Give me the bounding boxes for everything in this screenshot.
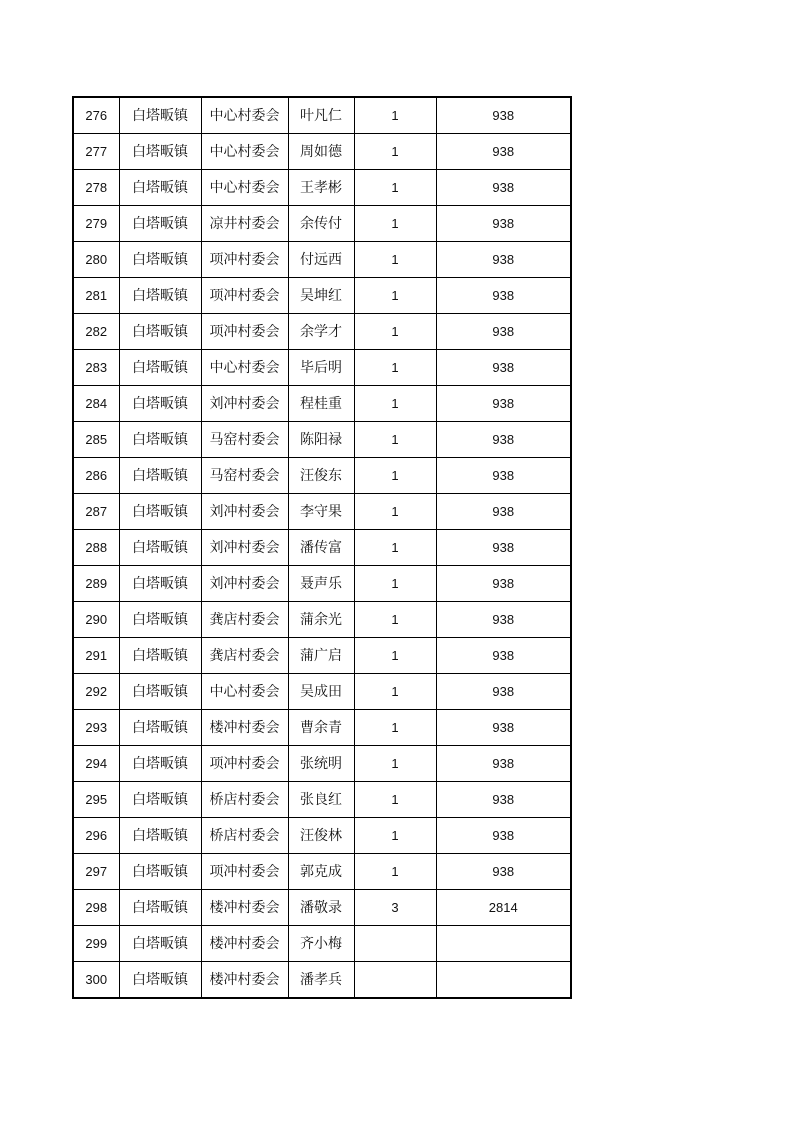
cell-count: 1 bbox=[354, 386, 436, 422]
cell-count: 1 bbox=[354, 242, 436, 278]
cell-person-name: 张统明 bbox=[288, 746, 354, 782]
table-row bbox=[73, 350, 571, 386]
cell-village: 项冲村委会 bbox=[201, 278, 288, 314]
table-row bbox=[73, 206, 571, 242]
cell-row-number: 276 bbox=[73, 97, 119, 134]
cell-count: 1 bbox=[354, 818, 436, 854]
cell-town: 白塔畈镇 bbox=[119, 962, 201, 999]
table-row bbox=[73, 530, 571, 566]
cell-person-name: 聂声乐 bbox=[288, 566, 354, 602]
cell-count: 3 bbox=[354, 890, 436, 926]
cell-village: 马窑村委会 bbox=[201, 458, 288, 494]
cell-row-number: 282 bbox=[73, 314, 119, 350]
cell-row-number: 292 bbox=[73, 674, 119, 710]
table-row bbox=[73, 638, 571, 674]
table-row bbox=[73, 710, 571, 746]
cell-amount: 938 bbox=[436, 422, 571, 458]
cell-amount bbox=[436, 962, 571, 999]
cell-amount: 938 bbox=[436, 566, 571, 602]
cell-person-name: 齐小梅 bbox=[288, 926, 354, 962]
cell-row-number: 280 bbox=[73, 242, 119, 278]
cell-row-number: 278 bbox=[73, 170, 119, 206]
cell-town: 白塔畈镇 bbox=[119, 242, 201, 278]
cell-person-name: 潘传富 bbox=[288, 530, 354, 566]
cell-village: 龚店村委会 bbox=[201, 638, 288, 674]
table-row bbox=[73, 494, 571, 530]
table-row bbox=[73, 458, 571, 494]
cell-village: 中心村委会 bbox=[201, 170, 288, 206]
table-row bbox=[73, 926, 571, 962]
cell-town: 白塔畈镇 bbox=[119, 530, 201, 566]
cell-town: 白塔畈镇 bbox=[119, 854, 201, 890]
table-body bbox=[73, 97, 571, 998]
cell-row-number: 295 bbox=[73, 782, 119, 818]
cell-count: 1 bbox=[354, 854, 436, 890]
cell-count: 1 bbox=[354, 458, 436, 494]
cell-village: 中心村委会 bbox=[201, 350, 288, 386]
cell-village: 桥店村委会 bbox=[201, 782, 288, 818]
cell-count: 1 bbox=[354, 710, 436, 746]
cell-amount: 938 bbox=[436, 170, 571, 206]
cell-village: 楼冲村委会 bbox=[201, 710, 288, 746]
cell-row-number: 289 bbox=[73, 566, 119, 602]
cell-amount: 938 bbox=[436, 602, 571, 638]
cell-row-number: 285 bbox=[73, 422, 119, 458]
cell-row-number: 296 bbox=[73, 818, 119, 854]
cell-town: 白塔畈镇 bbox=[119, 350, 201, 386]
cell-town: 白塔畈镇 bbox=[119, 746, 201, 782]
cell-count: 1 bbox=[354, 638, 436, 674]
cell-person-name: 潘敬录 bbox=[288, 890, 354, 926]
cell-count: 1 bbox=[354, 566, 436, 602]
data-table bbox=[72, 96, 572, 999]
cell-village: 刘冲村委会 bbox=[201, 494, 288, 530]
cell-village: 中心村委会 bbox=[201, 97, 288, 134]
cell-row-number: 284 bbox=[73, 386, 119, 422]
cell-row-number: 283 bbox=[73, 350, 119, 386]
table-row bbox=[73, 674, 571, 710]
cell-count: 1 bbox=[354, 746, 436, 782]
cell-town: 白塔畈镇 bbox=[119, 422, 201, 458]
cell-town: 白塔畈镇 bbox=[119, 458, 201, 494]
table-row bbox=[73, 278, 571, 314]
cell-person-name: 吴坤红 bbox=[288, 278, 354, 314]
cell-person-name: 汪俊东 bbox=[288, 458, 354, 494]
cell-amount: 938 bbox=[436, 674, 571, 710]
cell-person-name: 王孝彬 bbox=[288, 170, 354, 206]
cell-town: 白塔畈镇 bbox=[119, 170, 201, 206]
cell-amount: 938 bbox=[436, 638, 571, 674]
cell-person-name: 付远西 bbox=[288, 242, 354, 278]
table-row bbox=[73, 422, 571, 458]
cell-row-number: 298 bbox=[73, 890, 119, 926]
cell-person-name: 余传付 bbox=[288, 206, 354, 242]
cell-row-number: 291 bbox=[73, 638, 119, 674]
cell-village: 凉井村委会 bbox=[201, 206, 288, 242]
cell-person-name: 吴成田 bbox=[288, 674, 354, 710]
cell-village: 刘冲村委会 bbox=[201, 530, 288, 566]
cell-row-number: 300 bbox=[73, 962, 119, 999]
cell-amount: 938 bbox=[436, 710, 571, 746]
cell-town: 白塔畈镇 bbox=[119, 782, 201, 818]
cell-village: 中心村委会 bbox=[201, 134, 288, 170]
cell-person-name: 张良红 bbox=[288, 782, 354, 818]
cell-village: 刘冲村委会 bbox=[201, 386, 288, 422]
cell-village: 楼冲村委会 bbox=[201, 962, 288, 999]
cell-amount: 938 bbox=[436, 97, 571, 134]
cell-amount: 938 bbox=[436, 134, 571, 170]
cell-row-number: 281 bbox=[73, 278, 119, 314]
cell-count bbox=[354, 926, 436, 962]
cell-town: 白塔畈镇 bbox=[119, 97, 201, 134]
table-row bbox=[73, 314, 571, 350]
cell-amount: 938 bbox=[436, 242, 571, 278]
cell-town: 白塔畈镇 bbox=[119, 314, 201, 350]
cell-town: 白塔畈镇 bbox=[119, 638, 201, 674]
cell-amount: 938 bbox=[436, 854, 571, 890]
table-row bbox=[73, 962, 571, 999]
cell-row-number: 290 bbox=[73, 602, 119, 638]
cell-village: 项冲村委会 bbox=[201, 854, 288, 890]
cell-count: 1 bbox=[354, 97, 436, 134]
table-row bbox=[73, 134, 571, 170]
cell-person-name: 毕后明 bbox=[288, 350, 354, 386]
cell-amount: 938 bbox=[436, 278, 571, 314]
table-row bbox=[73, 386, 571, 422]
cell-town: 白塔畈镇 bbox=[119, 674, 201, 710]
cell-person-name: 曹余青 bbox=[288, 710, 354, 746]
cell-count: 1 bbox=[354, 782, 436, 818]
table-row bbox=[73, 890, 571, 926]
cell-person-name: 李守果 bbox=[288, 494, 354, 530]
cell-row-number: 287 bbox=[73, 494, 119, 530]
table-row bbox=[73, 242, 571, 278]
cell-amount: 2814 bbox=[436, 890, 571, 926]
table-row bbox=[73, 566, 571, 602]
cell-count: 1 bbox=[354, 494, 436, 530]
cell-village: 楼冲村委会 bbox=[201, 926, 288, 962]
table-row bbox=[73, 854, 571, 890]
cell-town: 白塔畈镇 bbox=[119, 818, 201, 854]
cell-count: 1 bbox=[354, 170, 436, 206]
cell-row-number: 294 bbox=[73, 746, 119, 782]
cell-person-name: 汪俊林 bbox=[288, 818, 354, 854]
cell-town: 白塔畈镇 bbox=[119, 926, 201, 962]
table-row bbox=[73, 170, 571, 206]
cell-amount: 938 bbox=[436, 530, 571, 566]
cell-amount: 938 bbox=[436, 206, 571, 242]
cell-village: 马窑村委会 bbox=[201, 422, 288, 458]
cell-town: 白塔畈镇 bbox=[119, 710, 201, 746]
cell-town: 白塔畈镇 bbox=[119, 494, 201, 530]
cell-amount: 938 bbox=[436, 386, 571, 422]
cell-town: 白塔畈镇 bbox=[119, 602, 201, 638]
cell-amount: 938 bbox=[436, 350, 571, 386]
cell-count: 1 bbox=[354, 530, 436, 566]
cell-town: 白塔畈镇 bbox=[119, 278, 201, 314]
cell-count: 1 bbox=[354, 350, 436, 386]
cell-row-number: 288 bbox=[73, 530, 119, 566]
cell-town: 白塔畈镇 bbox=[119, 134, 201, 170]
cell-person-name: 叶凡仁 bbox=[288, 97, 354, 134]
cell-town: 白塔畈镇 bbox=[119, 566, 201, 602]
cell-amount bbox=[436, 926, 571, 962]
cell-person-name: 余学才 bbox=[288, 314, 354, 350]
cell-village: 龚店村委会 bbox=[201, 602, 288, 638]
cell-count bbox=[354, 962, 436, 999]
cell-amount: 938 bbox=[436, 458, 571, 494]
cell-person-name: 周如德 bbox=[288, 134, 354, 170]
table-row bbox=[73, 746, 571, 782]
cell-count: 1 bbox=[354, 422, 436, 458]
cell-person-name: 程桂重 bbox=[288, 386, 354, 422]
cell-count: 1 bbox=[354, 134, 436, 170]
cell-amount: 938 bbox=[436, 314, 571, 350]
cell-person-name: 蒲广启 bbox=[288, 638, 354, 674]
table-row bbox=[73, 818, 571, 854]
cell-person-name: 潘孝兵 bbox=[288, 962, 354, 999]
cell-row-number: 299 bbox=[73, 926, 119, 962]
cell-village: 项冲村委会 bbox=[201, 746, 288, 782]
cell-village: 刘冲村委会 bbox=[201, 566, 288, 602]
cell-town: 白塔畈镇 bbox=[119, 890, 201, 926]
cell-row-number: 293 bbox=[73, 710, 119, 746]
cell-amount: 938 bbox=[436, 746, 571, 782]
cell-village: 楼冲村委会 bbox=[201, 890, 288, 926]
cell-amount: 938 bbox=[436, 494, 571, 530]
cell-village: 项冲村委会 bbox=[201, 242, 288, 278]
table-row bbox=[73, 782, 571, 818]
table-row bbox=[73, 602, 571, 638]
cell-town: 白塔畈镇 bbox=[119, 386, 201, 422]
cell-village: 中心村委会 bbox=[201, 674, 288, 710]
cell-row-number: 286 bbox=[73, 458, 119, 494]
cell-row-number: 277 bbox=[73, 134, 119, 170]
cell-row-number: 297 bbox=[73, 854, 119, 890]
cell-count: 1 bbox=[354, 674, 436, 710]
cell-person-name: 陈阳禄 bbox=[288, 422, 354, 458]
cell-count: 1 bbox=[354, 278, 436, 314]
cell-village: 项冲村委会 bbox=[201, 314, 288, 350]
cell-count: 1 bbox=[354, 314, 436, 350]
cell-town: 白塔畈镇 bbox=[119, 206, 201, 242]
cell-count: 1 bbox=[354, 206, 436, 242]
cell-person-name: 蒲余光 bbox=[288, 602, 354, 638]
cell-village: 桥店村委会 bbox=[201, 818, 288, 854]
cell-amount: 938 bbox=[436, 818, 571, 854]
cell-count: 1 bbox=[354, 602, 436, 638]
cell-amount: 938 bbox=[436, 782, 571, 818]
cell-person-name: 郭克成 bbox=[288, 854, 354, 890]
cell-row-number: 279 bbox=[73, 206, 119, 242]
table-row bbox=[73, 97, 571, 134]
